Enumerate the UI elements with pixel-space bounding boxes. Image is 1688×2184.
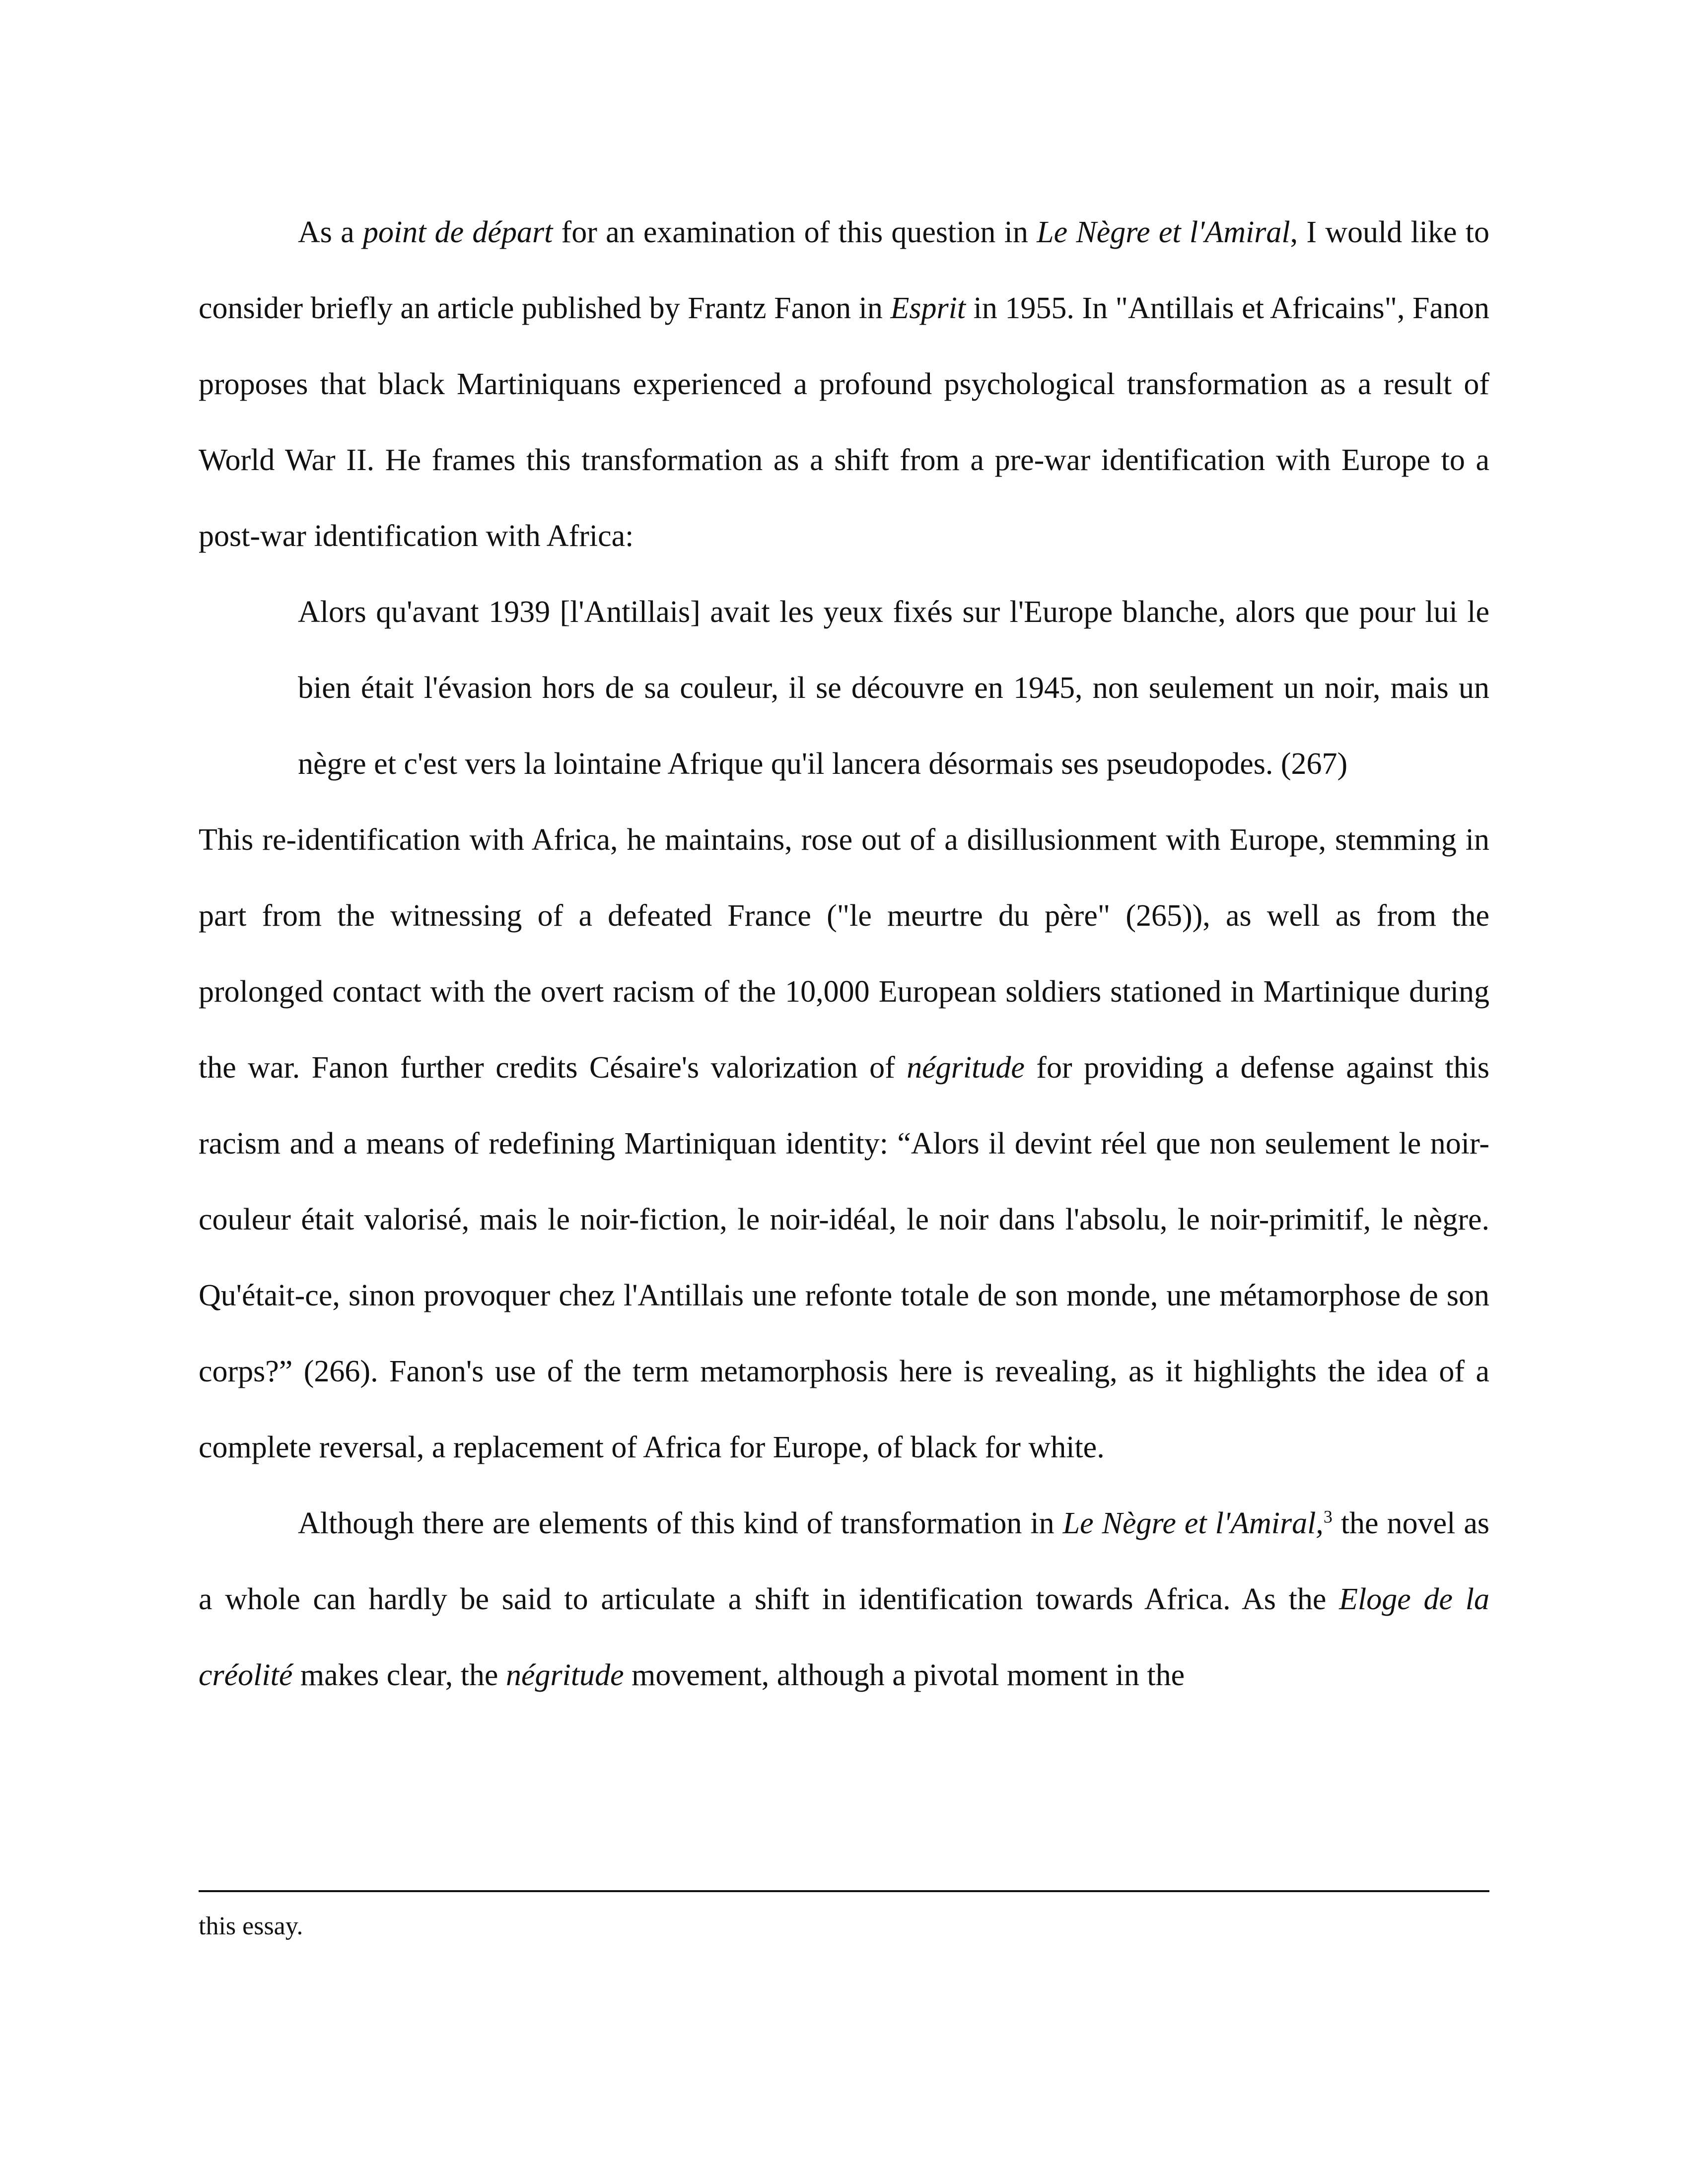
block-quote: Alors qu'avant 1939 [l'Antillais] avait les yeux fixés sur l'Europe blanche, alors que pour lui le bien était l'évasion hors de sa couleur, il se découvre en 1945, non seulement un noir, mais un nègre et c'est vers la lointaine Afrique qu'il lancera désormais ses pseudopodes. (267): [298, 595, 1489, 781]
footnote-text: this essay.: [199, 1912, 303, 1940]
text-run: for providing a defense against this racism and a means of redefining Martiniquan identity: “Alors il devint réel que non seulement le noir-couleur était valorisé, mais le noir-fiction, le noir-idéal, le noir dans l'absolu, le noir-primitif, le nègre. Qu'était-ce, sinon provoquer chez l'Antillais une refonte totale de son monde, une métamorphose de son corps?” (266). Fanon's use of the term metamorphosis here is revealing, as it highlights the idea of a complete reversal, a replacement of Africa for Europe, of black for white.: [199, 1051, 1489, 1464]
text-run: movement, although a pivotal moment in the: [624, 1658, 1185, 1692]
body-text: [199, 195, 1489, 1713]
text-run: in 1955. In "Antillais et Africains", Fanon proposes that black Martiniquans experienced a profound psychological transformation as a result of World War II. He frames this transformation as a shift from a pre-war identification with Europe to a post-war identification with Africa:: [199, 291, 1490, 553]
italic-title: Eloge de la créolité: [199, 1582, 1489, 1692]
text-run: makes clear, the: [292, 1658, 506, 1692]
paragraph-transformation: [199, 1486, 1489, 1713]
text-run: Although there are elements of this kind of transformation in: [298, 1506, 1063, 1540]
text-run: for an examination of this question in: [553, 215, 1037, 249]
footnote-separator: [199, 1890, 1489, 1892]
text-run: the novel as a whole can hardly be said to articulate a shift in identification towards Africa. As the: [199, 1506, 1489, 1616]
footnote-reference: 3: [1323, 1506, 1333, 1527]
italic-term: négritude: [505, 1658, 624, 1692]
text-run: As a: [298, 215, 363, 249]
italic-title: Esprit: [890, 291, 966, 325]
text-run: This re-identification with Africa, he maintains, rose out of a disillusionment with Europe, stemming in part from the witnessing of a defeated France ("le meurtre du père" (265)), as well as from the prolonged contact with the overt racism of the 10,000 European soldiers stationed in Martinique during the war. Fanon further credits Césaire's valorization of: [199, 823, 1489, 1085]
paragraph-reidentification: [199, 802, 1489, 1486]
italic-term: négritude: [907, 1051, 1025, 1085]
paragraph-fanon-introduction: [199, 195, 1489, 574]
italic-phrase: point de départ: [362, 215, 553, 249]
italic-title: Le Nègre et l'Amiral: [1037, 215, 1290, 249]
italic-title: Le Nègre et l'Amiral,: [1062, 1506, 1324, 1540]
text-run: , I would like to consider briefly an article published by Frantz Fanon in: [199, 215, 1489, 325]
